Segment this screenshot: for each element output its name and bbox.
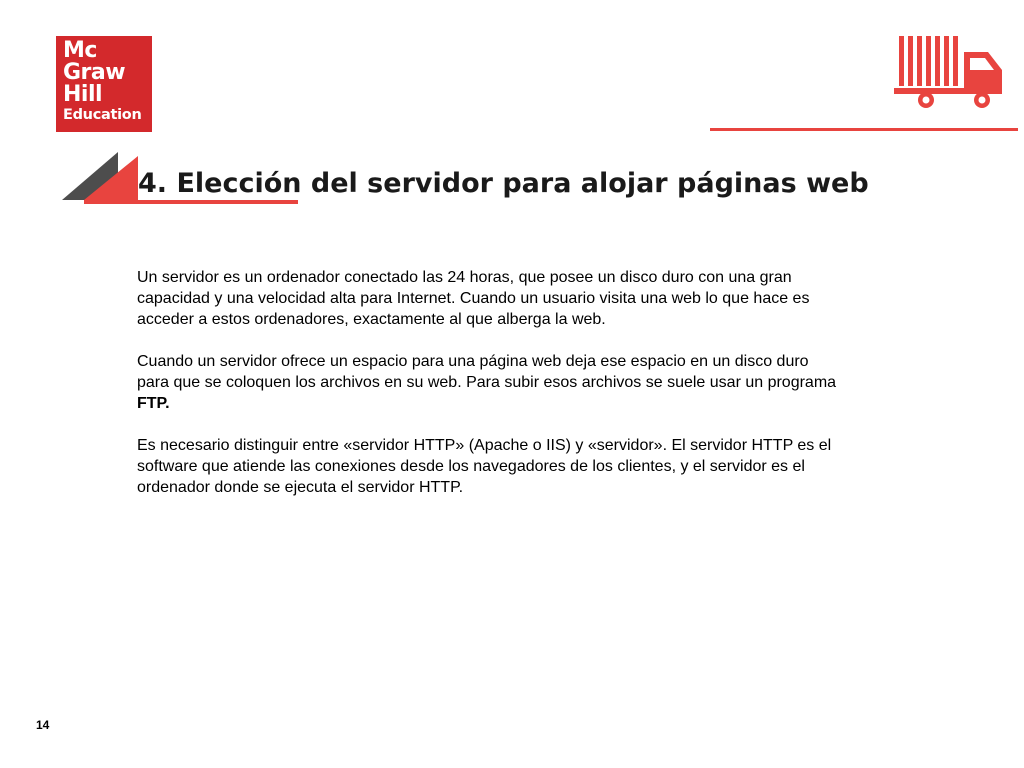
paragraph-ftp-text: Cuando un servidor ofrece un espacio para una página web deja ese espacio en un disco duro para que se coloquen los archivos en su web. Para subir esos archivos se suele usar un programa (137, 353, 837, 391)
paragraph-http-server: Es necesario distinguir entre «servidor HTTP» (Apache o IIS) y «servidor». El servidor HTTP es el software que atiende las conexiones desde los navegadores de los clientes, y el servidor es el ordenador donde se ejecuta el servidor HTTP. (137, 437, 832, 496)
slide-body (137, 267, 837, 519)
header-divider-line (710, 128, 1018, 131)
slide-title: 4. Elección del servidor para alojar páginas web (138, 168, 869, 199)
truck-icon (892, 34, 1004, 114)
page-number: 14 (36, 718, 50, 732)
logo-line-2: Graw (63, 60, 126, 85)
mcgraw-hill-logo (56, 36, 152, 132)
paragraph-ftp (137, 351, 837, 414)
ftp-term: FTP. (137, 395, 170, 412)
logo-line-1: Mc (63, 38, 97, 63)
logo-line-4: Education (63, 107, 142, 123)
paragraph-server-definition: Un servidor es un ordenador conectado las 24 horas, que posee un disco duro con una gran capacidad y una velocidad alta para Internet. Cuando un usuario visita una web lo que hace es acceder a estos ordenadores, exactamente al que alberga la web. (137, 269, 810, 328)
logo-line-3: Hill (63, 82, 103, 107)
